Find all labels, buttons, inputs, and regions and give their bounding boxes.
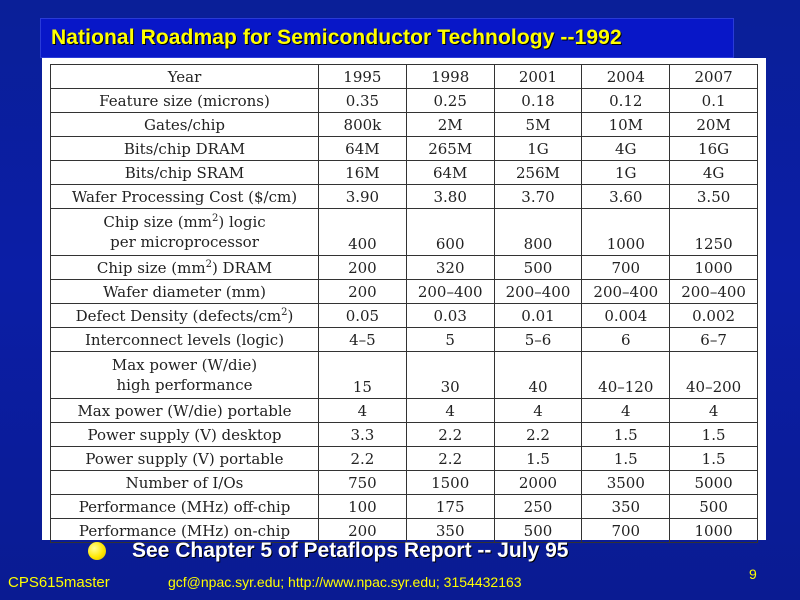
superscript: 2 (212, 213, 219, 224)
row-label-line2: per microprocessor (110, 233, 259, 251)
table-cell: 3.60 (582, 185, 670, 209)
table-row (51, 471, 758, 495)
row-label (51, 209, 319, 256)
table-cell: 500 (670, 495, 758, 519)
table-cell: 1000 (670, 519, 758, 543)
row-label-text: Wafer diameter (mm) (103, 282, 266, 301)
table-cell: 10M (582, 113, 670, 137)
table-cell: 700 (582, 519, 670, 543)
table-cell: 40–200 (670, 352, 758, 399)
row-label-text: Performance (MHz) on-chip (78, 521, 291, 540)
table-cell: 200 (319, 256, 407, 280)
table-cell: 100 (319, 495, 407, 519)
table-cell: 20M (670, 113, 758, 137)
table-cell: 5000 (670, 471, 758, 495)
title-banner (40, 18, 734, 58)
row-label-text: Bits/chip DRAM (123, 139, 246, 158)
table-row (51, 304, 758, 328)
table-row (51, 328, 758, 352)
table-cell: 3500 (582, 471, 670, 495)
page-number: 9 (749, 566, 757, 582)
table-cell: 1.5 (494, 447, 582, 471)
header-year: 1995 (319, 65, 407, 89)
header-year: 2004 (582, 65, 670, 89)
table-cell: 3.70 (494, 185, 582, 209)
table-cell: 4 (582, 399, 670, 423)
row-label-text: Power supply (V) desktop (87, 425, 282, 444)
table-cell: 40–120 (582, 352, 670, 399)
table-cell: 4–5 (319, 328, 407, 352)
table-row (51, 399, 758, 423)
table-cell: 1000 (670, 256, 758, 280)
header-year: 2007 (670, 65, 758, 89)
table-cell: 1G (494, 137, 582, 161)
table-row (51, 137, 758, 161)
table-cell: 265M (406, 137, 494, 161)
row-label-line1: Chip size (mm (103, 213, 213, 231)
superscript: 2 (281, 306, 288, 318)
header-year: 1998 (406, 65, 494, 89)
row-label-text: Chip size (mm (96, 258, 206, 277)
table-cell: 2.2 (494, 423, 582, 447)
row-label (51, 423, 319, 447)
table-cell: 64M (406, 161, 494, 185)
table-cell: 800k (319, 113, 407, 137)
table-cell: 64M (319, 137, 407, 161)
table-cell: 1.5 (582, 447, 670, 471)
table-cell: 2.2 (406, 423, 494, 447)
row-label (51, 256, 319, 280)
row-label (51, 328, 319, 352)
row-label-line1: Max power (W/die) (111, 356, 258, 374)
table-header-row (51, 65, 758, 89)
table-cell: 3.3 (319, 423, 407, 447)
table-cell: 2.2 (319, 447, 407, 471)
table-row (51, 280, 758, 304)
table-cell: 200–400 (670, 280, 758, 304)
table-cell: 0.35 (319, 89, 407, 113)
table-cell: 0.12 (582, 89, 670, 113)
table-cell: 5 (406, 328, 494, 352)
table-cell: 16M (319, 161, 407, 185)
row-label (51, 137, 319, 161)
row-label (51, 495, 319, 519)
table-cell: 3.80 (406, 185, 494, 209)
roadmap-table (50, 64, 758, 543)
table-cell: 1.5 (582, 423, 670, 447)
table-cell: 2000 (494, 471, 582, 495)
row-label (51, 185, 319, 209)
table-cell: 0.25 (406, 89, 494, 113)
row-label-line2: high performance (116, 376, 253, 394)
table-cell: 1.5 (670, 423, 758, 447)
table-cell: 2.2 (406, 447, 494, 471)
table-cell: 0.03 (406, 304, 494, 328)
table-row (51, 89, 758, 113)
row-label-suffix: ) DRAM (211, 258, 273, 277)
table-cell: 16G (670, 137, 758, 161)
table-cell: 400 (319, 209, 407, 256)
table-cell: 200–400 (406, 280, 494, 304)
roadmap-table-panel (42, 58, 766, 540)
table-cell: 600 (406, 209, 494, 256)
table-cell: 200 (319, 519, 407, 543)
table-cell: 6–7 (670, 328, 758, 352)
row-label-suffix: ) (287, 306, 294, 325)
table-cell: 500 (494, 256, 582, 280)
row-label (51, 280, 319, 304)
table-cell: 0.002 (670, 304, 758, 328)
table-row (51, 423, 758, 447)
row-label (51, 447, 319, 471)
table-cell: 1500 (406, 471, 494, 495)
table-cell: 0.004 (582, 304, 670, 328)
row-label (51, 304, 319, 328)
header-label: Year (51, 65, 319, 89)
table-cell: 4G (582, 137, 670, 161)
table-cell: 1G (582, 161, 670, 185)
table-cell: 1250 (670, 209, 758, 256)
table-row (51, 209, 758, 256)
table-cell: 4 (670, 399, 758, 423)
table-row (51, 113, 758, 137)
table-cell: 1.5 (670, 447, 758, 471)
table-cell: 750 (319, 471, 407, 495)
table-cell: 256M (494, 161, 582, 185)
table-cell: 200–400 (582, 280, 670, 304)
table-cell: 30 (406, 352, 494, 399)
table-cell: 3.50 (670, 185, 758, 209)
row-label-text: Number of I/Os (125, 473, 244, 492)
table-cell: 320 (406, 256, 494, 280)
table-cell: 4G (670, 161, 758, 185)
table-row (51, 161, 758, 185)
table-row (51, 185, 758, 209)
row-label-text: Max power (W/die) portable (77, 401, 292, 420)
table-cell: 1000 (582, 209, 670, 256)
table-cell: 350 (406, 519, 494, 543)
table-cell: 200–400 (494, 280, 582, 304)
footer-contact: gcf@npac.syr.edu; http://www.npac.syr.edu; 3154432163 (168, 574, 522, 590)
row-label (51, 399, 319, 423)
table-cell: 0.05 (319, 304, 407, 328)
row-label (51, 471, 319, 495)
table-cell: 3.90 (319, 185, 407, 209)
row-label (51, 89, 319, 113)
table-cell: 700 (582, 256, 670, 280)
table-cell: 4 (494, 399, 582, 423)
table-cell: 0.18 (494, 89, 582, 113)
bullet-icon (88, 542, 106, 560)
table-cell: 500 (494, 519, 582, 543)
row-label (51, 352, 319, 399)
row-label-text: Wafer Processing Cost ($/cm) (71, 187, 298, 206)
table-row (51, 352, 758, 399)
table-cell: 4 (319, 399, 407, 423)
row-label-text: Defect Density (defects/cm (75, 306, 282, 325)
row-label-text: Feature size (microns) (99, 91, 270, 110)
row-label (51, 161, 319, 185)
row-label-text: Interconnect levels (logic) (84, 330, 285, 349)
table-cell: 800 (494, 209, 582, 256)
row-label-text: Power supply (V) portable (85, 449, 284, 468)
table-cell: 2M (406, 113, 494, 137)
note-text: See Chapter 5 of Petaflops Report -- July 95 (132, 539, 569, 562)
row-label (51, 113, 319, 137)
table-cell: 250 (494, 495, 582, 519)
superscript: 2 (205, 258, 212, 270)
table-cell: 40 (494, 352, 582, 399)
row-label-text: Performance (MHz) off-chip (78, 497, 291, 516)
table-row (51, 256, 758, 280)
table-cell: 4 (406, 399, 494, 423)
table-cell: 15 (319, 352, 407, 399)
table-cell: 200 (319, 280, 407, 304)
row-label-text: Gates/chip (143, 115, 226, 134)
table-cell: 5–6 (494, 328, 582, 352)
row-label-suffix: ) logic (218, 213, 266, 231)
table-cell: 175 (406, 495, 494, 519)
table-row (51, 447, 758, 471)
table-cell: 5M (494, 113, 582, 137)
table-cell: 350 (582, 495, 670, 519)
row-label-text: Bits/chip SRAM (124, 163, 245, 182)
footer-course: CPS615master (8, 574, 110, 591)
table-cell: 0.01 (494, 304, 582, 328)
header-year: 2001 (494, 65, 582, 89)
table-row (51, 495, 758, 519)
slide-title: National Roadmap for Semiconductor Technology --1992 (51, 26, 622, 49)
table-cell: 6 (582, 328, 670, 352)
table-cell: 0.1 (670, 89, 758, 113)
